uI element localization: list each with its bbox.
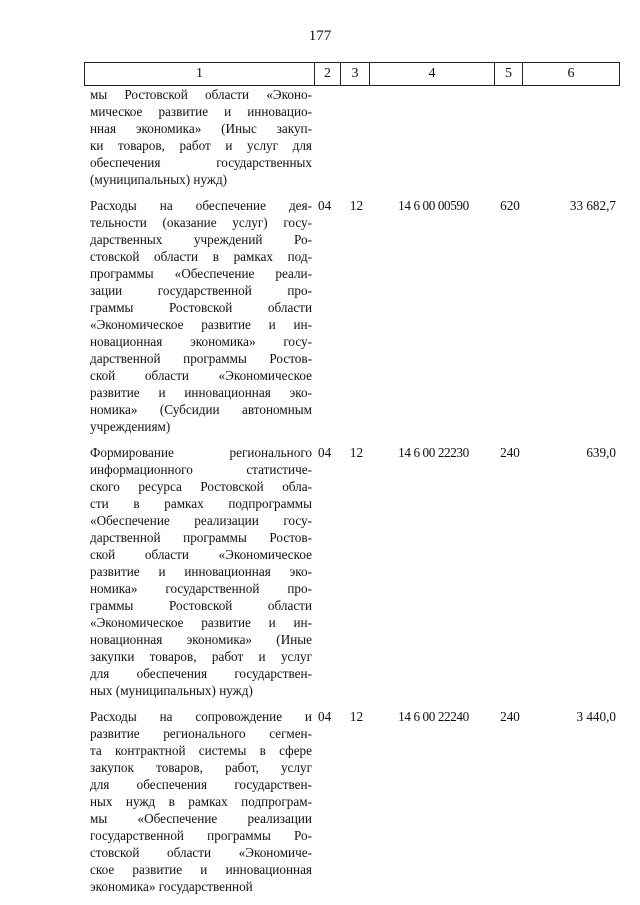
row-description xyxy=(84,197,312,435)
description-line: информационного статистиче- xyxy=(90,462,312,477)
description-line: нная экономика» (Иныс закуп- xyxy=(90,121,312,136)
description-line: обеспечения государственных xyxy=(90,155,312,170)
table-header-row xyxy=(84,62,620,86)
amount-value: 639,0 xyxy=(586,445,616,460)
amount-value xyxy=(524,86,620,188)
description-line: мы «Обеспечение реализации xyxy=(90,811,312,826)
header-col-2: 2 xyxy=(314,63,340,85)
table-row xyxy=(84,444,620,699)
description-line: ных (муниципальных) нужд) xyxy=(90,683,253,698)
row-gap xyxy=(84,435,620,444)
description-line: зации государственной про- xyxy=(90,283,312,298)
description-line: Расходы на обеспечение дея- xyxy=(90,198,312,213)
row-gap xyxy=(84,699,620,708)
section-code: 04 xyxy=(318,709,332,724)
description-line: (муниципальных) нужд) xyxy=(90,172,228,187)
description-line: та контрактной системы в сфере xyxy=(90,743,312,758)
expense-type-code: 240 xyxy=(500,709,520,724)
description-line: мы Ростовской области «Эконо- xyxy=(90,87,312,102)
description-line: номика» (Субсидии автономным xyxy=(90,402,312,417)
description-line: ского ресурса Ростовской обла- xyxy=(90,479,312,494)
target-article-code: 14 6 00 22230 xyxy=(398,445,469,460)
description-line: «Экономическое развитие и ин- xyxy=(90,317,312,332)
description-line: «Обеспечение реализации госу- xyxy=(90,513,312,528)
page-number: 177 xyxy=(308,28,332,44)
description-line: граммы Ростовской области xyxy=(90,300,312,315)
subsection-code: 12 xyxy=(349,198,364,213)
description-line: развитие и инновационная эко- xyxy=(90,564,312,579)
subsection-code xyxy=(342,86,371,188)
description-line: мическое развитие и инновацио- xyxy=(90,104,312,119)
section-code: 04 xyxy=(318,198,332,213)
header-col-4: 4 xyxy=(369,63,494,85)
description-line: номика» государственной про- xyxy=(90,581,312,596)
description-line: закупок товаров, работ, услуг xyxy=(90,760,312,775)
table-row xyxy=(84,86,620,188)
section-code xyxy=(312,86,342,188)
description-line: государственной программы Ро- xyxy=(90,828,312,843)
description-line: сти в рамках подпрограммы xyxy=(90,496,312,511)
description-line: тельности (оказание услуг) госу- xyxy=(90,215,312,230)
description-line: ных нужд в рамках подпрограм- xyxy=(90,794,312,809)
table-row xyxy=(84,197,620,435)
description-line: развитие регионального сегмен- xyxy=(90,726,312,741)
description-line: программы «Обеспечение реали- xyxy=(90,266,312,281)
description-line: закупки товаров, работ и услуг xyxy=(90,649,312,664)
amount-value: 3 440,0 xyxy=(576,709,616,724)
expense-type-code: 620 xyxy=(500,198,520,213)
header-col-5: 5 xyxy=(494,63,522,85)
description-line: для обеспечения государствен- xyxy=(90,666,312,681)
table-body xyxy=(84,86,620,895)
description-line: стовской области в рамках под- xyxy=(90,249,312,264)
description-line: ки товаров, работ и услуг для xyxy=(90,138,312,153)
row-description xyxy=(84,86,312,188)
description-line: Формирование регионального xyxy=(90,445,312,460)
description-line: Расходы на сопровождение и xyxy=(90,709,312,724)
table-row xyxy=(84,708,620,895)
section-code: 04 xyxy=(318,445,332,460)
expense-type-code xyxy=(496,86,524,188)
subsection-code: 12 xyxy=(349,445,364,460)
description-line: для обеспечения государствен- xyxy=(90,777,312,792)
description-line: дарственной программы Ростов- xyxy=(90,351,312,366)
expense-type-code: 240 xyxy=(500,445,520,460)
target-article-code: 14 6 00 00590 xyxy=(398,198,469,213)
row-description xyxy=(84,444,312,699)
header-col-6: 6 xyxy=(522,63,620,85)
description-line: дарственной программы Ростов- xyxy=(90,530,312,545)
subsection-code: 12 xyxy=(349,709,364,724)
amount-value: 33 682,7 xyxy=(569,198,616,213)
target-article-code: 14 6 00 22240 xyxy=(398,709,469,724)
description-line: ской области «Экономическое xyxy=(90,547,312,562)
row-description xyxy=(84,708,312,895)
description-line: граммы Ростовской области xyxy=(90,598,312,613)
description-line: дарственных учреждений Ро- xyxy=(90,232,312,247)
description-line: учреждениям) xyxy=(90,419,171,434)
description-line: стовской области «Экономиче- xyxy=(90,845,312,860)
description-line: новационная экономика» госу- xyxy=(90,334,312,349)
row-gap xyxy=(84,188,620,197)
description-line: новационная экономика» (Иные xyxy=(90,632,312,647)
description-line: экономика» государственной xyxy=(90,879,253,894)
description-line: развитие и инновационная эко- xyxy=(90,385,312,400)
header-col-3: 3 xyxy=(340,63,369,85)
target-article-code xyxy=(371,86,496,188)
description-line: ской области «Экономическое xyxy=(90,368,312,383)
header-col-1: 1 xyxy=(84,63,314,85)
description-line: «Экономическое развитие и ин- xyxy=(90,615,312,630)
description-line: ское развитие и инновационная xyxy=(90,862,312,877)
